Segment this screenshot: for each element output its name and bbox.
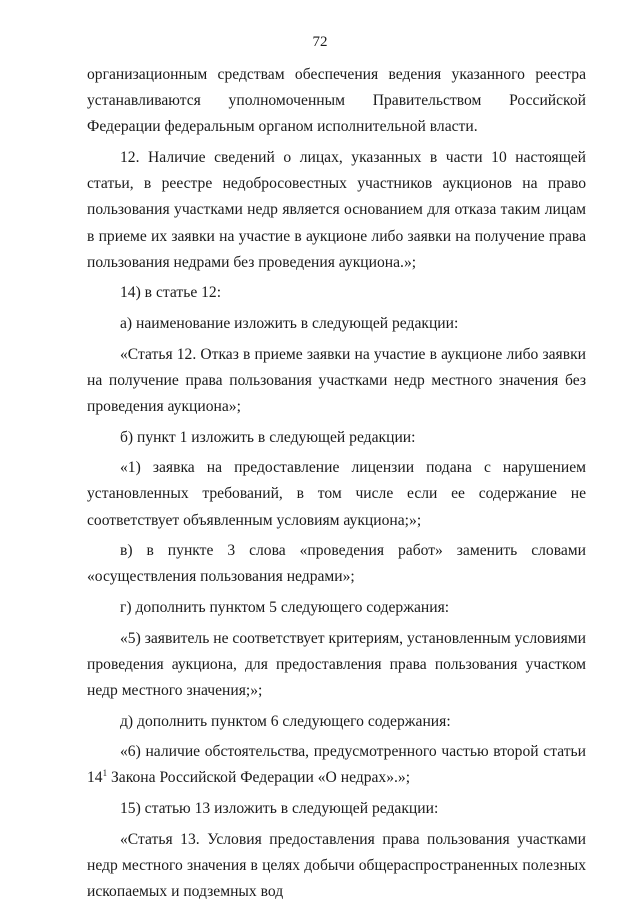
document-body — [87, 62, 586, 905]
paragraph-with-superscript — [87, 739, 586, 791]
paragraph: 15) статью 13 изложить в следующей редакции: — [120, 799, 439, 817]
paragraph: «Статья 13. Условия предоставления права пользования участками недр местного значения в целях добычи общераспространенных полезных ископаемых и подземных вод — [87, 830, 586, 900]
paragraph: 14) в статье 12: — [120, 284, 222, 302]
paragraph: а) наименование изложить в следующей редакции: — [120, 315, 459, 332]
paragraph-text: «6) наличие обстоятельства, предусмотренного частью второй статьи 14 — [87, 743, 586, 787]
paragraph: в) в пункте 3 слова «проведения работ» заменить словами «осуществления пользования недрами»; — [87, 542, 586, 586]
paragraph: «1) заявка на предоставление лицензии подана с нарушением установленных требований, в том числе если ее содержание не соответствует объявленным условиям аукциона;»; — [87, 459, 586, 529]
superscript: 1 — [102, 768, 108, 779]
page-number: 72 — [312, 34, 328, 50]
paragraph: д) дополнить пунктом 6 следующего содержания: — [120, 712, 451, 730]
paragraph: «5) заявитель не соответствует критериям, установленным условиями проведения аукциона, для предоставления права пользования участком недр местного значения;»; — [87, 629, 586, 699]
paragraph-text-tail: Закона Российской Федерации «О недрах».»; — [107, 769, 411, 787]
paragraph: 12. Наличие сведений о лицах, указанных в части 10 настоящей статьи, в реестре недобросовестных участников аукционов на право пользования участками недр является основанием для отказа таким лицам в приеме их заявки на участие в аукционе либо заявки на получение права пользования недрами без проведения аукциона.»; — [87, 149, 586, 271]
paragraph: г) дополнить пунктом 5 следующего содержания: — [120, 598, 450, 616]
paragraph: организационным средствам обеспечения ведения указанного реестра устанавливаются уполномоченным Правительством Российской Федерации федеральным органом исполнительной власти. — [87, 66, 586, 136]
paragraph: б) пункт 1 изложить в следующей редакции: — [120, 428, 416, 446]
paragraph: «Статья 12. Отказ в приеме заявки на участие в аукционе либо заявки на получение права пользования участками недр местного значения без проведения аукциона»; — [87, 345, 586, 415]
